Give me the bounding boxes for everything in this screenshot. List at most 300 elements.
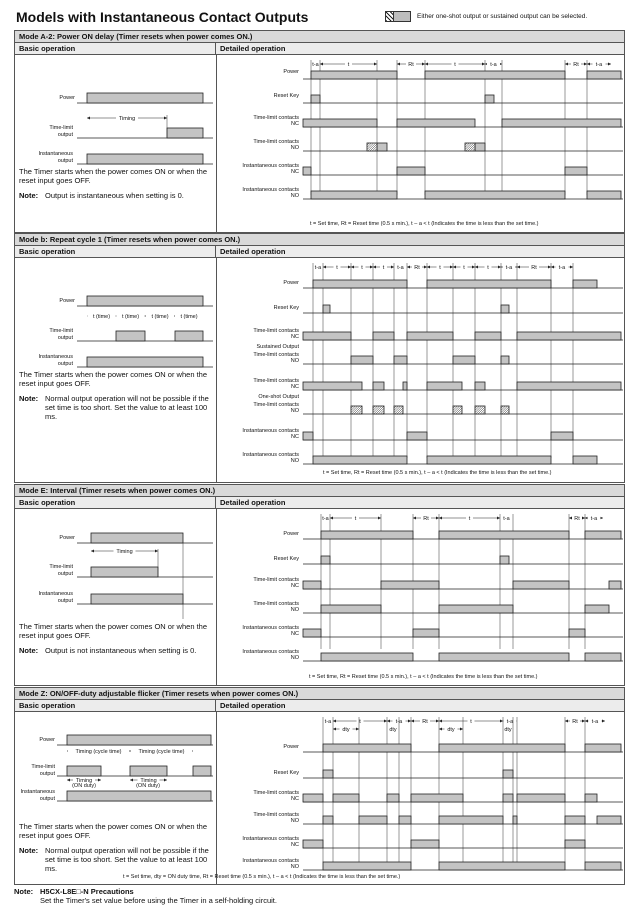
signal-pulse: [573, 456, 597, 464]
signal-label: NC: [291, 121, 299, 127]
timing-label: dty: [504, 727, 512, 733]
signal-pulse: [475, 332, 501, 340]
arrow-head: [397, 63, 400, 66]
timing-sub: (ON duty): [136, 783, 160, 789]
arrow-head: [548, 266, 551, 269]
signal-pulse: [503, 794, 513, 802]
arrow-head: [411, 720, 414, 723]
section-mode-z: [14, 687, 625, 885]
signal-pulse: [303, 119, 377, 127]
caption: t = Set time, dty = ON duty time, Rt = Reset time (0.5 s min.), t – a < t (Indicates the time is less than the set time.): [123, 874, 401, 880]
timing-label: t: [463, 265, 465, 271]
signal-pulse: [87, 357, 203, 367]
note-text: Normal output operation will not be possible if the set time is too short. Set the value to at least 100 ms.: [45, 394, 209, 421]
signal-pulse: [565, 167, 587, 175]
signal-pulse: [500, 556, 509, 564]
arrow-head: [374, 63, 377, 66]
signal-label: Instantaneous contacts: [242, 163, 299, 169]
signal-pulse: [387, 794, 399, 802]
signal-label: Instantaneous contacts: [242, 649, 299, 655]
signal-label: Time-limit contacts: [253, 601, 299, 607]
arrow-head: [424, 266, 427, 269]
arrow-head: [587, 63, 590, 66]
timing-label: t: [382, 265, 385, 271]
timing-label: Timing (cycle time): [138, 749, 185, 755]
signal-pulse: [439, 531, 569, 539]
signal-pulse: [425, 191, 565, 199]
timing-label: t: [454, 62, 456, 68]
signal-label: Power: [59, 298, 75, 304]
arrow-head: [570, 266, 573, 269]
signal-label: Time-limit contacts: [253, 790, 299, 796]
signal-pulse: [453, 356, 475, 364]
note-text: Output is instantaneous when setting is 0.: [45, 191, 184, 200]
signal-label: output: [57, 361, 73, 367]
signal-label: NO: [290, 864, 299, 870]
timing-label: t-a: [590, 516, 598, 522]
signal-label: Power: [283, 69, 299, 75]
signal-pulse: [407, 332, 453, 340]
section-title: Mode Z: ON/OFF-duty adjustable flicker (Timer resets when power comes ON.): [15, 688, 624, 700]
signal-pulse: [193, 766, 211, 776]
arrow-head: [551, 266, 554, 269]
signal-pulse: [373, 332, 394, 340]
note: [19, 191, 214, 200]
timing-label: t-a: [503, 516, 510, 522]
arrow-head: [351, 266, 354, 269]
signal-label: Power: [59, 535, 75, 541]
timing-label: t (time): [92, 314, 111, 320]
signal-pulse: [585, 605, 609, 613]
signal-pulse: [323, 744, 411, 752]
arrow-head: [500, 720, 503, 723]
signal-pulse: [475, 382, 485, 390]
timing-label: Timing: [116, 549, 133, 555]
signal-label: NO: [290, 818, 299, 824]
signal-pulse: [303, 432, 313, 440]
arrow-head: [425, 63, 428, 66]
arrow-head: [164, 117, 167, 120]
signal-pulse: [87, 154, 203, 164]
basic-operation-heading: Basic operation: [15, 43, 216, 54]
arrow-head: [608, 63, 611, 66]
section-title: Mode A-2: Power ON delay (Timer resets when power comes ON.): [15, 31, 624, 43]
signal-label: NC: [291, 796, 299, 802]
signal-pulse: [321, 605, 381, 613]
signal-label: NO: [290, 193, 299, 199]
timing-label: t-a: [395, 719, 403, 725]
detailed-timing-chart: [217, 55, 625, 220]
signal-label: Time-limit contacts: [253, 812, 299, 818]
section-mode-b: [14, 233, 625, 483]
timing-label: dty: [342, 727, 350, 733]
arrow-head: [439, 720, 442, 723]
note: [19, 646, 214, 655]
arrow-head: [497, 517, 500, 520]
signal-label: Instantaneous contacts: [242, 428, 299, 434]
signal-pulse: [439, 605, 513, 613]
signal-label: output: [57, 132, 73, 138]
signal-pulse: [351, 356, 373, 364]
arrow-head: [439, 517, 442, 520]
signal-label: NC: [291, 434, 299, 440]
signal-label: NO: [290, 655, 299, 661]
signal-pulse: [427, 382, 462, 390]
signal-label: NC: [291, 631, 299, 637]
arrow-head: [453, 266, 456, 269]
detailed-timing-chart: [217, 509, 625, 673]
signal-pulse: [303, 629, 321, 637]
signal-label: Power: [283, 744, 299, 750]
basic-timing-chart: [15, 509, 216, 619]
signal-pulse: [67, 735, 211, 745]
legend: [385, 11, 587, 22]
signal-pulse: [609, 581, 621, 589]
signal-label: output: [57, 335, 73, 341]
footnote: [14, 887, 277, 905]
timing-label: t: [468, 516, 471, 522]
section-body: [15, 509, 624, 685]
signal-pulse: [321, 556, 330, 564]
timing-label: t-a: [312, 62, 319, 68]
timing-label: Rt: [572, 719, 578, 725]
signal-pulse: [585, 653, 621, 661]
arrow-head: [370, 266, 373, 269]
arrow-head: [475, 266, 478, 269]
signal-label: Reset Key: [273, 305, 299, 311]
arrow-head: [164, 779, 167, 782]
signal-pulse: [513, 816, 517, 824]
signal-label: Time-limit: [49, 125, 73, 131]
basic-timing-chart: [15, 712, 216, 822]
detailed-operation-heading: Detailed operation: [216, 43, 624, 54]
timing-label: t-a: [558, 265, 566, 271]
note-label: Note:: [19, 394, 39, 403]
signal-pulse: [427, 280, 551, 288]
signal-label: NO: [290, 458, 299, 464]
arrow-head: [373, 266, 376, 269]
footnote-title: H5CX-L8E□-N Precautions: [40, 887, 134, 896]
timing-label: t-a: [506, 719, 514, 725]
signal-label: output: [57, 571, 73, 577]
signal-pulse: [503, 770, 513, 778]
page-title: Models with Instantaneous Contact Outputs: [16, 9, 309, 25]
signal-pulse: [585, 862, 621, 870]
signal-pulse: [501, 356, 509, 364]
signal-pulse: [303, 382, 362, 390]
signal-pulse: [313, 280, 407, 288]
signal-pulse: [439, 816, 503, 824]
arrow-head: [87, 117, 90, 120]
signal-pulse: [501, 305, 509, 313]
signal-label: Time-limit contacts: [253, 139, 299, 145]
footnote-text: Set the Timer's set value before using the Timer in a self-holding circuit.: [40, 896, 277, 905]
arrow-head: [408, 720, 411, 723]
signal-label: NC: [291, 169, 299, 175]
signal-pulse: [485, 95, 494, 103]
signal-label: output: [39, 796, 55, 802]
timing-label: t: [336, 265, 338, 271]
timing-label: Rt: [573, 62, 579, 68]
signal-pulse: [585, 744, 621, 752]
signal-label: NO: [290, 607, 299, 613]
signal-label: Instantaneous: [38, 591, 73, 597]
arrow-head: [348, 266, 351, 269]
caption: t = Set time, Rt = Reset time (0.5 s min.), t – a < t (Indicates the time is less than the set time.): [310, 221, 539, 227]
arrow-head: [384, 720, 387, 723]
section-body: [15, 712, 624, 884]
signal-pulse: [311, 95, 320, 103]
arrow-head: [378, 517, 381, 520]
arrow-head: [333, 728, 336, 731]
timing-label: t: [347, 62, 350, 68]
arrow-head: [67, 779, 70, 782]
signal-pulse: [91, 533, 183, 543]
note-label: Note:: [19, 646, 39, 655]
timing-label: t: [470, 719, 472, 725]
arrow-head: [472, 266, 475, 269]
signal-pulse: [565, 840, 585, 848]
signal-pulse: [323, 816, 333, 824]
signal-label: output: [39, 771, 55, 777]
signal-pulse: [573, 280, 597, 288]
signal-pulse: [303, 794, 323, 802]
signal-pulse: [397, 119, 475, 127]
arrow-head: [584, 63, 587, 66]
signal-label: Instantaneous contacts: [242, 625, 299, 631]
arrow-head: [565, 63, 568, 66]
note-text: Normal output operation will not be possible if the set time is too short. Set the value to at least 100 ms.: [45, 846, 209, 873]
timing-label: Timing (cycle time): [75, 749, 122, 755]
arrow-head: [413, 517, 416, 520]
footnote-label: Note:: [14, 887, 34, 896]
arrow-head: [482, 63, 485, 66]
signal-pulse: [167, 128, 203, 138]
signal-pulse: [67, 791, 211, 801]
signal-label: Time-limit contacts: [253, 328, 299, 334]
timing-label: dty: [389, 727, 397, 733]
arrow-head: [130, 779, 133, 782]
timing-label: t: [361, 265, 363, 271]
signal-pulse: [587, 71, 621, 79]
signal-label: NC: [291, 583, 299, 589]
arrow-head: [569, 517, 572, 520]
signal-pulse: [87, 93, 203, 103]
description: The Timer starts when the power comes ON or when the reset input goes OFF.: [19, 822, 207, 840]
timing-label: Rt: [422, 719, 428, 725]
arrow-head: [436, 720, 439, 723]
signal-pulse: [377, 143, 387, 151]
arrow-head: [439, 728, 442, 731]
timing-label: t-a: [490, 62, 497, 68]
timing-label: Rt: [414, 265, 420, 271]
timing-label: t: [439, 265, 441, 271]
arrow-head: [91, 550, 94, 553]
signal-label: Instantaneous contacts: [242, 452, 299, 458]
signal-pulse: [425, 71, 565, 79]
signal-label: NO: [290, 145, 299, 151]
timing-label: t-a: [397, 265, 404, 271]
signal-label: Time-limit contacts: [253, 115, 299, 121]
signal-pulse: [513, 581, 569, 589]
timing-label: Timing: [140, 778, 157, 784]
signal-label: Instantaneous contacts: [242, 836, 299, 842]
timing-label: Rt: [574, 516, 580, 522]
signal-pulse: [475, 143, 485, 151]
signal-pulse: [394, 356, 407, 364]
timing-label: t (time): [180, 314, 198, 320]
arrow-head: [407, 266, 410, 269]
signal-pulse: [373, 382, 384, 390]
signal-pulse: [311, 191, 397, 199]
signal-label: NC: [291, 334, 299, 340]
arrow-head: [565, 720, 568, 723]
signal-pulse: [427, 456, 551, 464]
signal-pulse: [413, 629, 439, 637]
section-title: Mode b: Repeat cycle 1 (Timer resets when power comes ON.): [15, 234, 624, 246]
signal-label: Instantaneous contacts: [242, 858, 299, 864]
signal-pulse: [587, 191, 621, 199]
detailed-timing-chart: [217, 712, 625, 874]
detailed-operation-heading: Detailed operation: [216, 700, 624, 711]
arrow-head: [450, 266, 453, 269]
signal-label: Power: [283, 531, 299, 537]
legend-text: Either one-shot output or sustained output can be selected.: [417, 13, 588, 20]
signal-pulse: [565, 816, 585, 824]
arrow-head: [582, 517, 585, 520]
note-text: Output is not instantaneous when setting is 0.: [45, 646, 197, 655]
signal-label: Time-limit contacts: [253, 402, 299, 408]
signal-pulse: [91, 567, 158, 577]
timing-label: t: [359, 719, 361, 725]
signal-label: Time-limit: [49, 328, 73, 334]
section-mode-e: [14, 484, 625, 686]
timing-label: Timing: [75, 778, 93, 784]
timing-label: t-a: [314, 265, 322, 271]
signal-label: Power: [283, 280, 299, 286]
signal-pulse: [439, 862, 565, 870]
signal-label: Time-limit: [31, 764, 55, 770]
signal-pulse: [502, 119, 621, 127]
timing-label: Rt: [531, 265, 537, 271]
note: [19, 846, 214, 873]
signal-pulse: [411, 840, 439, 848]
signal-label: One-shot Output: [258, 394, 299, 400]
arrow-head: [460, 728, 463, 731]
timing-label: Timing: [118, 116, 136, 122]
signal-pulse: [323, 862, 411, 870]
signal-label: NO: [290, 358, 299, 364]
timing-sub: (ON duty): [72, 783, 96, 789]
signal-pulse: [303, 167, 311, 175]
signal-pulse: [517, 794, 565, 802]
note-label: Note:: [19, 191, 39, 200]
signal-pulse: [517, 332, 621, 340]
timing-label: t-a: [591, 719, 599, 725]
arrow-head: [585, 720, 588, 723]
signal-pulse: [175, 331, 203, 341]
signal-label: Instantaneous: [38, 354, 73, 360]
signal-label: NC: [291, 842, 299, 848]
timing-label: dty: [447, 727, 455, 733]
timing-label: t-a: [595, 62, 603, 68]
timing-label: t (time): [121, 314, 140, 320]
signal-label: Reset Key: [273, 93, 299, 99]
signal-label: NC: [291, 384, 299, 390]
signal-label: NO: [290, 408, 299, 414]
arrow-head: [356, 728, 359, 731]
signal-pulse: [439, 744, 565, 752]
signal-pulse: [116, 331, 145, 341]
signal-pulse: [569, 629, 585, 637]
basic-operation-heading: Basic operation: [15, 246, 216, 257]
arrow-head: [498, 266, 501, 269]
detailed-operation-heading: Detailed operation: [216, 246, 624, 257]
arrow-head: [436, 517, 439, 520]
signal-label: Reset Key: [273, 556, 299, 562]
signal-pulse: [585, 531, 621, 539]
signal-pulse: [585, 794, 597, 802]
signal-label: Time-limit contacts: [253, 378, 299, 384]
arrow-head: [98, 779, 101, 782]
signal-pulse: [87, 296, 203, 306]
timing-label: t: [354, 516, 357, 522]
signal-pulse: [411, 794, 463, 802]
timing-label: t-a: [505, 265, 513, 271]
signal-pulse: [303, 332, 351, 340]
signal-label: Power: [39, 737, 55, 743]
section-body: [15, 55, 624, 232]
timing-label: t-a: [324, 719, 332, 725]
timing-label: Rt: [408, 62, 414, 68]
signal-pulse: [91, 594, 183, 604]
signal-label: Sustained Output: [256, 344, 299, 350]
signal-pulse: [439, 653, 569, 661]
signal-pulse: [597, 816, 621, 824]
timing-label: t-a: [322, 516, 329, 522]
signal-pulse: [303, 581, 321, 589]
section-body: [15, 258, 624, 482]
description: The Timer starts when the power comes ON or when the reset input goes OFF.: [19, 370, 207, 388]
signal-label: Instantaneous: [20, 789, 55, 795]
signal-label: output: [57, 158, 73, 164]
note: [19, 394, 214, 421]
signal-pulse: [407, 432, 427, 440]
signal-label: Time-limit contacts: [253, 352, 299, 358]
signal-pulse: [321, 653, 413, 661]
hatched-legend-icon: [385, 11, 411, 22]
detailed-operation-heading: Detailed operation: [216, 497, 624, 508]
arrow-head: [422, 63, 425, 66]
signal-pulse: [323, 305, 330, 313]
signal-pulse: [359, 816, 387, 824]
signal-pulse: [321, 531, 413, 539]
arrow-head: [427, 266, 430, 269]
arrow-head: [155, 550, 158, 553]
basic-timing-chart: [15, 258, 216, 368]
arrow-head: [602, 720, 605, 723]
signal-label: output: [57, 598, 73, 604]
caption: t = Set time, Rt = Reset time (0.5 s min.), t – a < t (Indicates the time is less than the set time.): [309, 674, 538, 680]
signal-label: Instantaneous contacts: [242, 187, 299, 193]
signal-pulse: [323, 770, 333, 778]
signal-pulse: [130, 766, 167, 776]
basic-timing-chart: [15, 55, 216, 165]
signal-pulse: [517, 382, 621, 390]
signal-label: Instantaneous: [38, 151, 73, 157]
signal-pulse: [551, 432, 573, 440]
arrow-head: [582, 720, 585, 723]
